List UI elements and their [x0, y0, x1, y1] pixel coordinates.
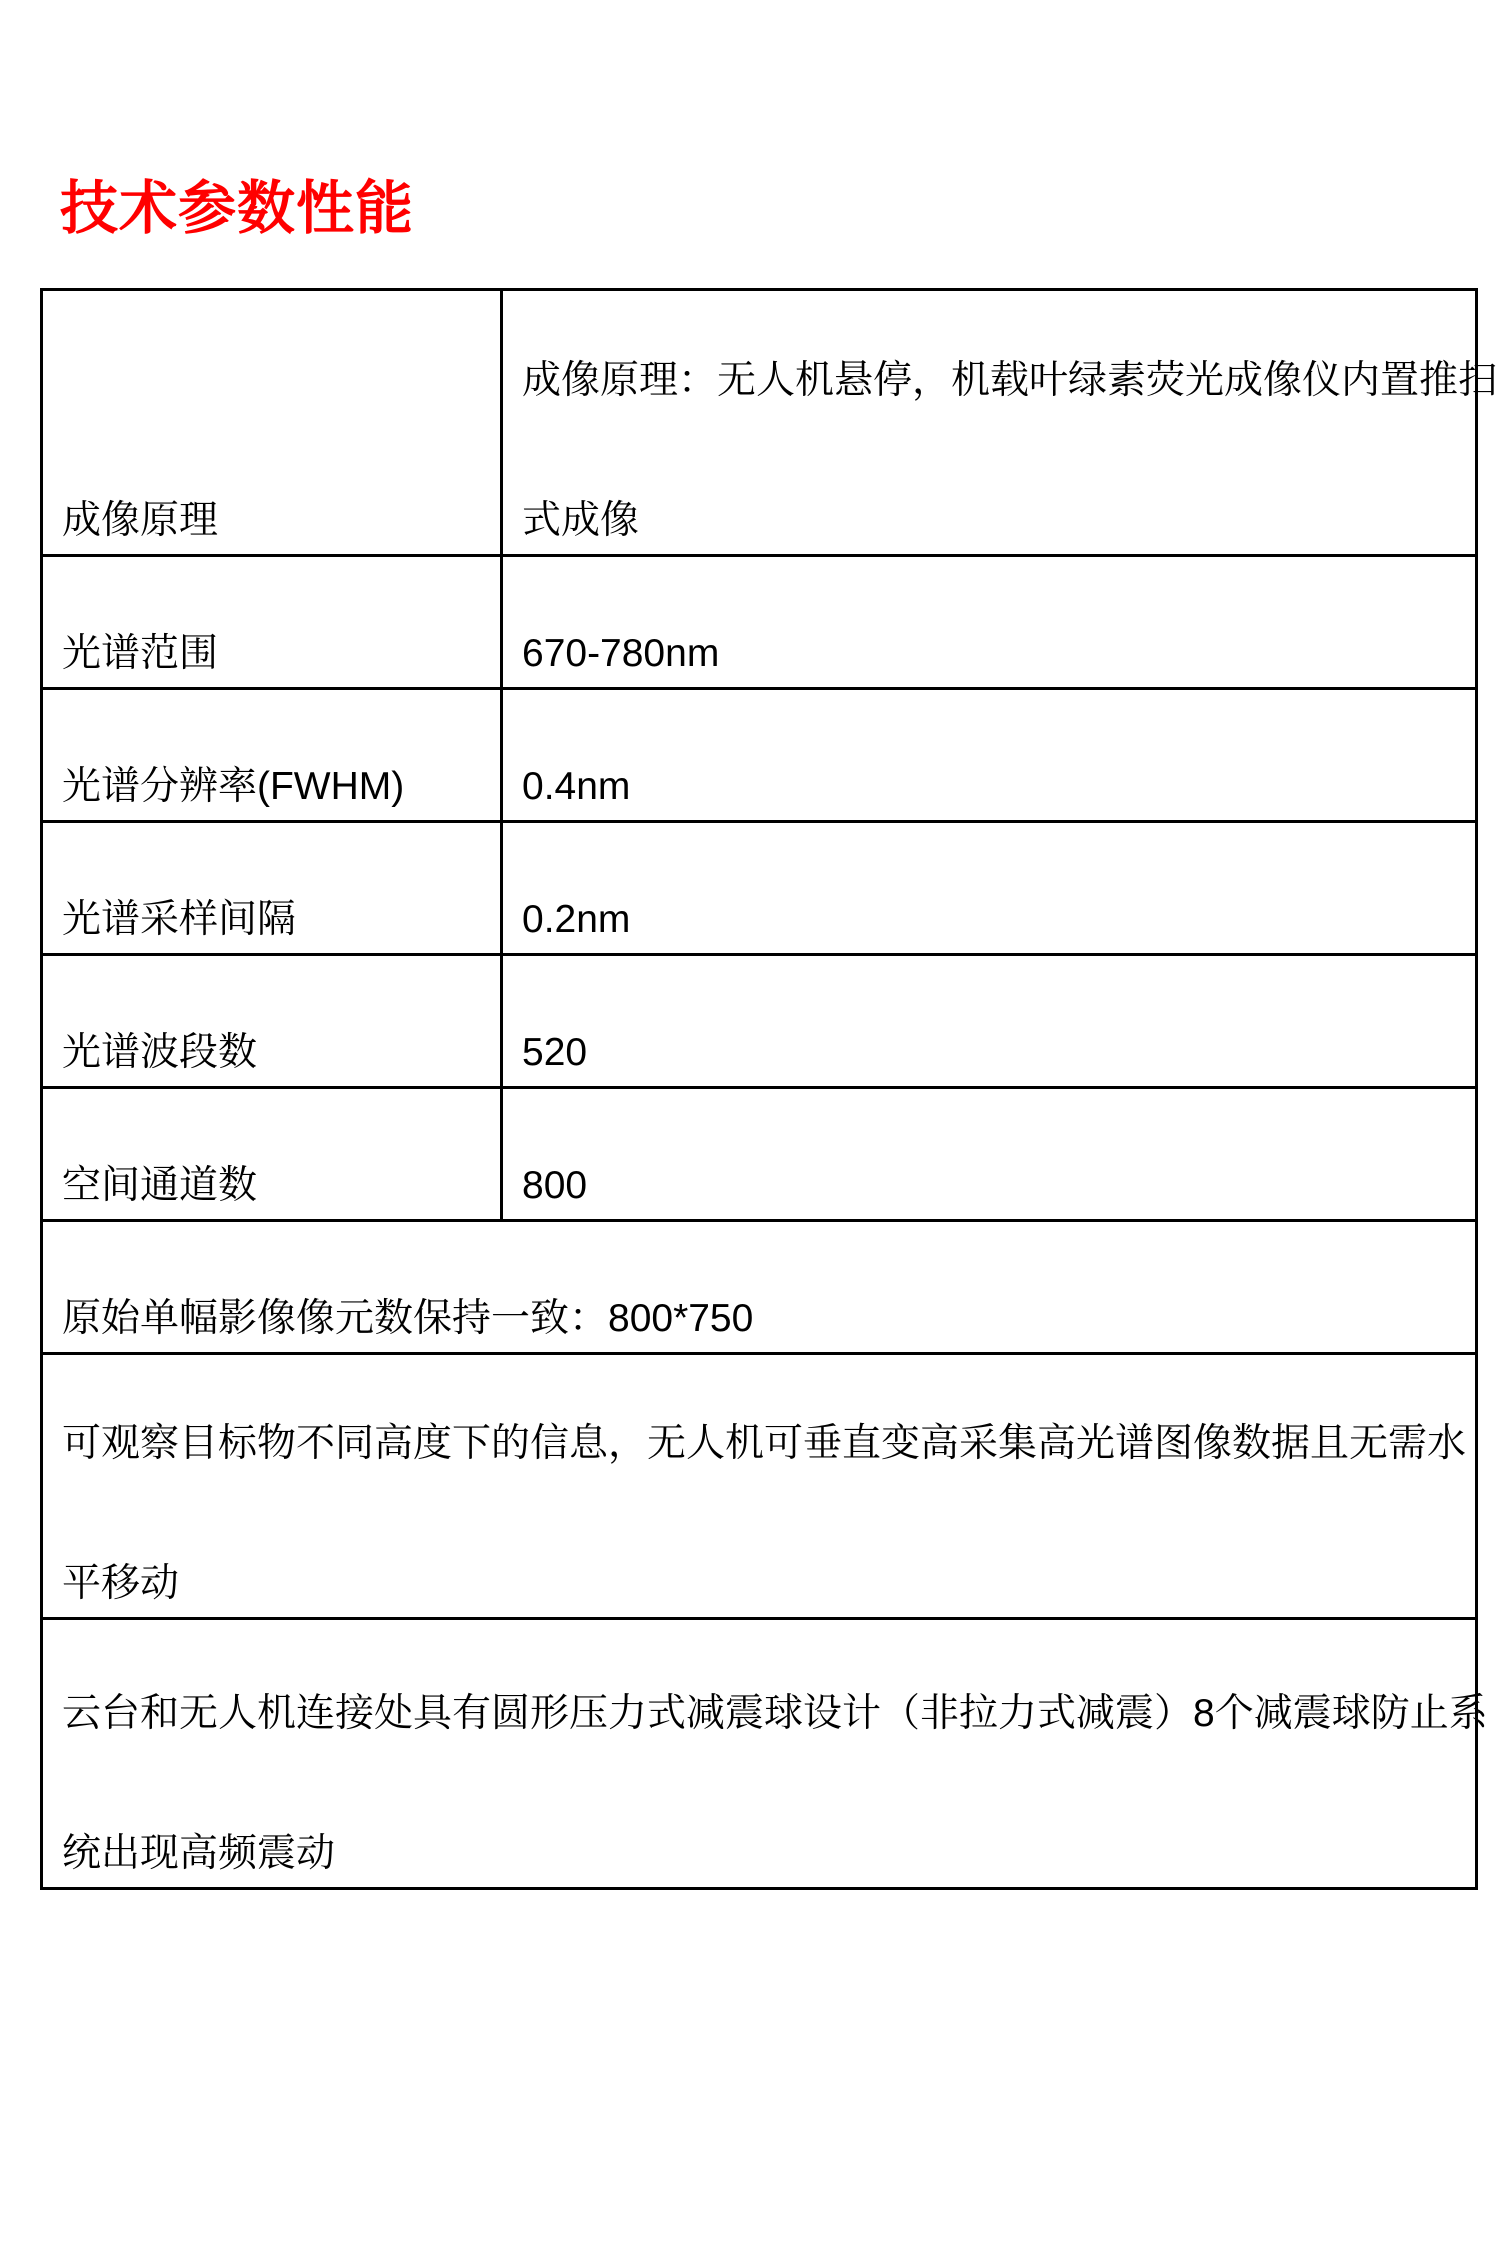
param-label: 空间通道数: [62, 1164, 258, 1207]
spec-note-cell: [42, 1221, 1477, 1354]
param-label-cell: [42, 689, 502, 822]
spec-note-cell: [42, 1354, 1477, 1619]
spec-note-line: 平移动: [62, 1562, 180, 1605]
param-value-cell: [502, 556, 1477, 689]
table-row: [42, 1354, 1477, 1619]
spec-note-cell: [42, 1619, 1488, 1889]
table-row: [42, 689, 1477, 822]
param-label: 光谱分辨率(FWHM): [62, 765, 405, 808]
param-value-line: 0.2nm: [522, 898, 631, 941]
spec-note-line: 可观察目标物不同高度下的信息，无人机可垂直变高采集高光谱图像数据且无需水: [62, 1422, 1467, 1465]
param-label-cell: [42, 1088, 502, 1221]
param-value-cell: [502, 822, 1477, 955]
table-row: [42, 1619, 1477, 1889]
page-title: 技术参数性能: [60, 176, 415, 241]
param-value-cell: [502, 1088, 1477, 1221]
spec-note-line: 原始单幅影像像元数保持一致：800*750: [62, 1297, 754, 1340]
param-label-cell: [42, 290, 502, 556]
param-value-line: 520: [522, 1031, 588, 1074]
param-label-cell: [42, 822, 502, 955]
table-row: [42, 822, 1477, 955]
table-row: [42, 955, 1477, 1088]
param-value-cell: [502, 689, 1477, 822]
param-value-cell: [502, 955, 1477, 1088]
param-value-line: 式成像: [522, 499, 640, 542]
param-label: 光谱波段数: [62, 1031, 258, 1074]
param-value-cell: [502, 290, 1498, 556]
param-value-line: 800: [522, 1164, 588, 1207]
spec-note-line: 云台和无人机连接处具有圆形压力式减震球设计（非拉力式减震）8个减震球防止系: [62, 1692, 1488, 1735]
param-label-cell: [42, 955, 502, 1088]
table-row: [42, 1221, 1477, 1354]
table-row: [42, 1088, 1477, 1221]
spec-note-line: 统出现高频震动: [62, 1832, 336, 1875]
param-value-line: 670-780nm: [522, 632, 720, 675]
table-row: [42, 556, 1477, 689]
table-row: [42, 290, 1477, 556]
param-label: 光谱范围: [62, 632, 219, 675]
param-label-cell: [42, 556, 502, 689]
param-label: 光谱采样间隔: [62, 898, 297, 941]
param-label: 成像原理: [62, 499, 219, 542]
spec-table: [40, 288, 1498, 1890]
param-value-line: 成像原理：无人机悬停，机载叶绿素荧光成像仪内置推扫: [522, 359, 1498, 402]
param-value-line: 0.4nm: [522, 765, 631, 808]
